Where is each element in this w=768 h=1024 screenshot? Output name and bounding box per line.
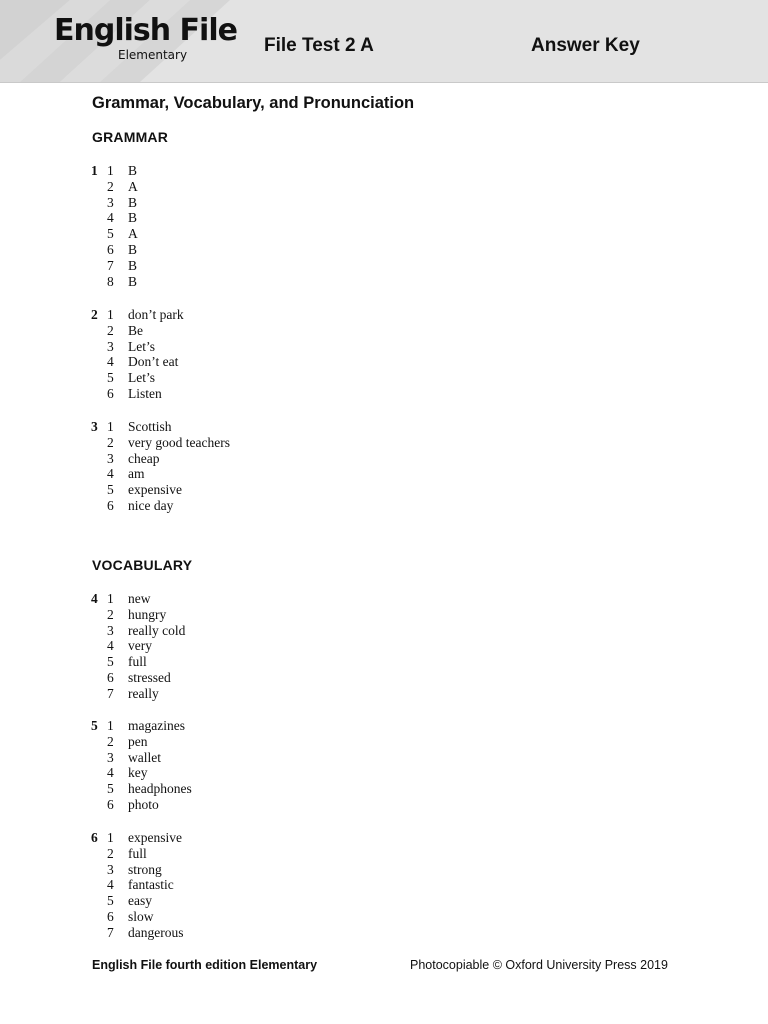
- answer-row: [91, 718, 192, 734]
- item-number: 1: [107, 307, 114, 322]
- answer-row: [91, 435, 230, 451]
- page-header: [0, 0, 768, 83]
- exercise-number: 5: [91, 718, 98, 733]
- answer-row: [91, 386, 184, 402]
- vocabulary-heading: VOCABULARY: [92, 557, 193, 573]
- item-number: 4: [107, 765, 114, 781]
- answer-row: [91, 877, 183, 893]
- exercise-number: 4: [91, 591, 98, 606]
- answer-row: [91, 163, 138, 179]
- answer-row: [91, 274, 138, 290]
- item-number: 3: [107, 450, 114, 466]
- exercise-1: [91, 163, 138, 289]
- item-number: 5: [107, 654, 114, 670]
- answer-text: hungry: [128, 606, 167, 622]
- answer-text: cheap: [128, 450, 160, 466]
- answer-row: [91, 765, 192, 781]
- answer-row: [91, 323, 184, 339]
- answer-text: full: [128, 654, 147, 670]
- answer-text: A: [128, 178, 138, 194]
- exercise-number: 1: [91, 163, 98, 178]
- grammar-heading: GRAMMAR: [92, 129, 169, 145]
- answer-text: new: [128, 591, 151, 606]
- item-number: 1: [107, 718, 114, 733]
- answer-text: really: [128, 685, 159, 701]
- answer-text: B: [128, 257, 138, 273]
- answer-text: key: [128, 765, 148, 781]
- item-number: 7: [107, 685, 114, 701]
- answer-text: Listen: [128, 385, 162, 401]
- answer-row: [91, 654, 185, 670]
- answer-row: [91, 226, 138, 242]
- answer-text: expensive: [128, 482, 182, 498]
- answer-row: [91, 419, 230, 435]
- item-number: 2: [107, 733, 114, 749]
- item-number: 8: [107, 273, 114, 289]
- item-number: 4: [107, 638, 114, 654]
- item-number: 5: [107, 781, 114, 797]
- answer-row: [91, 797, 192, 813]
- item-number: 6: [107, 669, 114, 685]
- item-number: 5: [107, 226, 114, 242]
- exercise-number: 2: [91, 307, 98, 322]
- answer-text: very good teachers: [128, 434, 230, 450]
- answer-text: B: [128, 163, 138, 178]
- answer-text: dangerous: [128, 924, 184, 940]
- item-number: 2: [107, 606, 114, 622]
- answer-row: [91, 498, 230, 514]
- answer-row: [91, 242, 138, 258]
- footer-copyright: Photocopiable © Oxford University Press 2019: [410, 958, 668, 972]
- answer-row: [91, 734, 192, 750]
- answer-text: nice day: [128, 497, 174, 513]
- answer-row: [91, 893, 183, 909]
- answer-row: [91, 830, 183, 846]
- item-number: 6: [107, 908, 114, 924]
- section-title: Grammar, Vocabulary, and Pronunciation: [92, 94, 415, 112]
- answer-text: really cold: [128, 622, 186, 638]
- answer-text: expensive: [128, 830, 182, 845]
- item-number: 4: [107, 877, 114, 893]
- exercise-number: 6: [91, 830, 98, 845]
- item-number: 2: [107, 178, 114, 194]
- item-number: 7: [107, 924, 114, 940]
- item-number: 6: [107, 796, 114, 812]
- item-number: 1: [107, 163, 114, 178]
- answer-row: [91, 482, 230, 498]
- item-number: 3: [107, 338, 114, 354]
- answer-row: [91, 354, 184, 370]
- item-number: 1: [107, 419, 114, 434]
- answer-row: [91, 925, 183, 941]
- answer-text: fantastic: [128, 877, 174, 893]
- answer-text: photo: [128, 796, 159, 812]
- exercise-3: [91, 419, 230, 514]
- exercise-2: [91, 307, 184, 402]
- test-title: File Test 2 A: [264, 35, 374, 56]
- answer-row: [91, 466, 230, 482]
- item-number: 3: [107, 194, 114, 210]
- item-number: 6: [107, 241, 114, 257]
- answer-text: B: [128, 273, 138, 289]
- answer-row: [91, 686, 185, 702]
- answer-text: Don’t eat: [128, 354, 179, 370]
- item-number: 2: [107, 322, 114, 338]
- answer-text: stressed: [128, 669, 171, 685]
- answer-text: easy: [128, 893, 152, 909]
- answer-row: [91, 846, 183, 862]
- answer-row: [91, 750, 192, 766]
- item-number: 2: [107, 434, 114, 450]
- item-number: 1: [107, 591, 114, 606]
- exercise-6: [91, 830, 183, 941]
- answer-text: am: [128, 466, 145, 482]
- answer-key-label: Answer Key: [531, 35, 640, 56]
- item-number: 4: [107, 466, 114, 482]
- answer-row: [91, 638, 185, 654]
- answer-row: [91, 607, 185, 623]
- answer-text: B: [128, 241, 138, 257]
- answer-text: full: [128, 845, 147, 861]
- answer-row: [91, 591, 185, 607]
- footer-edition: English File fourth edition Elementary: [92, 958, 318, 972]
- answer-text: A: [128, 226, 138, 242]
- answer-row: [91, 670, 185, 686]
- item-number: 6: [107, 385, 114, 401]
- item-number: 4: [107, 354, 114, 370]
- answer-row: [91, 258, 138, 274]
- answer-row: [91, 909, 183, 925]
- answer-row: [91, 195, 138, 211]
- answer-row: [91, 781, 192, 797]
- answer-text: magazines: [128, 718, 185, 733]
- answer-text: slow: [128, 908, 154, 924]
- item-number: 3: [107, 749, 114, 765]
- answer-row: [91, 370, 184, 386]
- item-number: 5: [107, 893, 114, 909]
- answer-row: [91, 451, 230, 467]
- answer-text: Let’s: [128, 370, 155, 386]
- answer-text: very: [128, 638, 152, 654]
- answer-row: [91, 862, 183, 878]
- answer-row: [91, 179, 138, 195]
- item-number: 2: [107, 845, 114, 861]
- logo-subtitle: Elementary: [118, 48, 188, 62]
- answer-row: [91, 210, 138, 226]
- answer-text: strong: [128, 861, 162, 877]
- answer-text: headphones: [128, 781, 192, 797]
- answer-row: [91, 307, 184, 323]
- item-number: 3: [107, 622, 114, 638]
- exercise-5: [91, 718, 192, 813]
- item-number: 7: [107, 257, 114, 273]
- answer-text: Let’s: [128, 338, 155, 354]
- item-number: 5: [107, 482, 114, 498]
- answer-text: Scottish: [128, 419, 172, 434]
- item-number: 5: [107, 370, 114, 386]
- item-number: 6: [107, 497, 114, 513]
- logo-title: English File: [54, 13, 237, 48]
- answer-row: [91, 339, 184, 355]
- exercise-number: 3: [91, 419, 98, 434]
- answer-text: don’t park: [128, 307, 184, 322]
- answer-text: wallet: [128, 749, 161, 765]
- answer-text: B: [128, 210, 138, 226]
- item-number: 1: [107, 830, 114, 845]
- item-number: 3: [107, 861, 114, 877]
- answer-text: pen: [128, 733, 148, 749]
- answer-text: B: [128, 194, 138, 210]
- answer-row: [91, 623, 185, 639]
- item-number: 4: [107, 210, 114, 226]
- answer-text: Be: [128, 322, 143, 338]
- exercise-4: [91, 591, 185, 702]
